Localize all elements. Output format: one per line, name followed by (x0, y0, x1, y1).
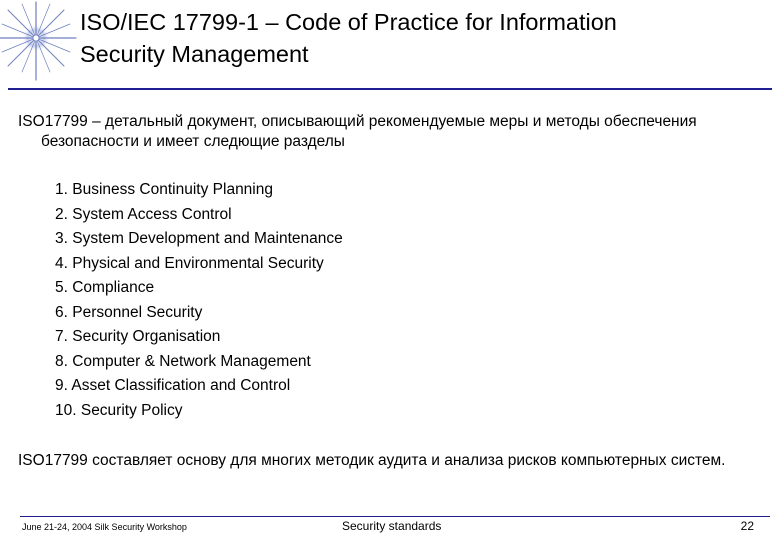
list-item: 9. Asset Classification and Control (55, 377, 291, 394)
list-item: 7. Security Organisation (55, 328, 221, 345)
footer-topic: Security standards (342, 519, 442, 533)
intro-paragraph: ISO17799 – детальный документ, описывающий рекомендуемые меры и методы обеспечения безопасности и имеет следющие разделы (18, 113, 697, 150)
list-item: 4. Physical and Environmental Security (55, 254, 324, 272)
list-item: 6. Personnel Security (55, 303, 203, 321)
list-item: 5. Compliance (55, 279, 155, 296)
page-number: 22 (740, 519, 754, 533)
outro-paragraph: ISO17799 составляет основу для многих методик аудита и анализа рисков компьютерных систем. (18, 452, 726, 469)
sparkle-star-icon (0, 0, 80, 84)
list-item: 8. Computer & Network Management (55, 352, 311, 370)
footer-divider (20, 516, 770, 517)
slide-title-line-1: ISO/IEC 17799-1 – Code of Practice for Information (80, 9, 617, 35)
slide-title (80, 6, 770, 70)
slide-title-line-2: Security Management (80, 41, 309, 67)
list-item: 1. Business Continuity Planning (55, 181, 273, 198)
list-item: 2. System Access Control (55, 205, 232, 223)
list-item: 3. System Development and Maintenance (55, 230, 343, 247)
sections-list (55, 178, 343, 423)
title-divider (8, 88, 772, 90)
list-item: 10. Security Policy (55, 401, 183, 419)
footer-event: June 21-24, 2004 Silk Security Workshop (22, 522, 187, 532)
